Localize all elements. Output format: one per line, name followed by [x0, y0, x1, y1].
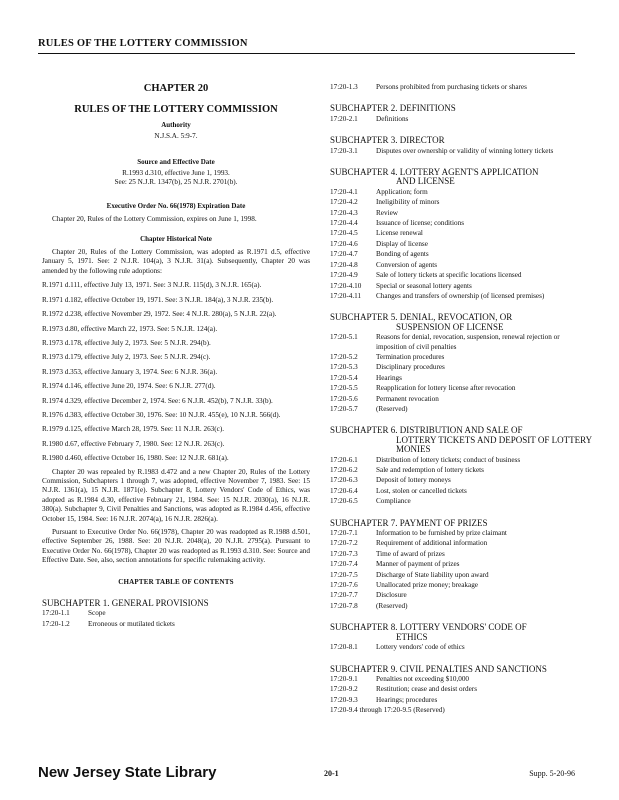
- toc-title: CHAPTER TABLE OF CONTENTS: [118, 577, 234, 586]
- section-title: Hearings; procedures: [376, 695, 438, 704]
- source-text-1: R.1993 d.310, effective June 1, 1993.: [122, 169, 230, 178]
- toc-entry: [330, 261, 592, 270]
- section-number: 17:20-4.9: [330, 271, 358, 280]
- section-title: Discharge of State liability upon award: [376, 570, 489, 579]
- subchapter-heading: SUBCHAPTER 2. DEFINITIONS: [330, 103, 456, 114]
- toc-entry: [330, 571, 592, 580]
- section-number: 17:20-1.3: [330, 83, 358, 91]
- subchapter-heading: SUBCHAPTER 8. LOTTERY VENDORS' CODE OF: [330, 622, 527, 633]
- section-number: 17:20-4.11: [330, 291, 362, 300]
- section-title: Ineligibility of minors: [376, 198, 440, 207]
- subchapter-list: [330, 104, 592, 715]
- toc-entry: [330, 560, 592, 569]
- running-head: RULES OF THE LOTTERY COMMISSION: [38, 38, 248, 49]
- toc-entry: [330, 147, 592, 156]
- toc-entry: [330, 363, 592, 372]
- section-number: 17:20-7.7: [330, 591, 358, 600]
- section-number: 17:20-3.1: [330, 146, 358, 155]
- section-title: Compliance: [376, 497, 411, 506]
- section-title: Bonding of agents: [376, 250, 429, 259]
- section-number: 17:20-7.6: [330, 581, 358, 590]
- toc-entry: [330, 466, 592, 475]
- toc-entry: [330, 456, 592, 465]
- subchapter-heading: SUBCHAPTER 4. LOTTERY AGENT'S APPLICATION: [330, 167, 539, 178]
- toc-entry: [330, 250, 592, 259]
- chapter-number: CHAPTER 20: [143, 83, 209, 94]
- section-number: 17:20-5.2: [330, 352, 358, 361]
- toc-entry: [330, 292, 592, 301]
- toc-entry: [330, 581, 592, 590]
- section-title: Definitions: [376, 114, 409, 123]
- toc-entry: [330, 198, 592, 207]
- readoption-paragraph: Pursuant to Executive Order No. 66(1978), Chapter 20 was readopted as R.1988 d.501, effective September 26, 1988. See: 20 N.J.R. 2048(a), 20 N.J.R. 2795(a). Pursuant to Executive Order No. 66(1978), Chapter 20 was readopted as R.1993 d.310. See: Source and Effective Date. See, also, section annotations for specific rulemaking activity.: [42, 528, 310, 565]
- toc-entry: [330, 550, 592, 559]
- toc-entry: [330, 374, 592, 383]
- source-text-2: See: 25 N.J.R. 1347(b), 25 N.J.R. 2701(b).: [114, 178, 238, 187]
- toc-entry: [330, 602, 592, 611]
- history-entry: R.1973 d.179, effective July 2, 1973. See: 5 N.J.R. 294(c).: [42, 353, 211, 362]
- toc-entry: [330, 333, 592, 352]
- historical-note-heading: Chapter Historical Note: [140, 234, 212, 243]
- section-number: 17:20-4.7: [330, 250, 358, 259]
- toc-entry: [330, 591, 592, 600]
- exec-order-text: Chapter 20, Rules of the Lottery Commission, expires on June 1, 1998.: [52, 215, 257, 224]
- section-number: 17:20-7.3: [330, 549, 358, 558]
- section-title: Termination procedures: [376, 352, 445, 361]
- toc-entry: [330, 696, 592, 705]
- toc-entry: [330, 83, 592, 92]
- section-title: (Reserved): [376, 601, 408, 610]
- history-entry: R.1971 d.182, effective October 19, 1971. See: 3 N.J.R. 184(a), 3 N.J.R. 235(b).: [42, 295, 274, 304]
- section-title: Time of award of prizes: [376, 549, 445, 558]
- subchapter-heading: SUBCHAPTER 6. DISTRIBUTION AND SALE OF: [330, 425, 523, 436]
- section-number: 17:20-7.5: [330, 570, 358, 579]
- toc-entry: [42, 620, 310, 629]
- subchapter-1-heading: SUBCHAPTER 1. GENERAL PROVISIONS: [42, 598, 209, 609]
- toc-entry: [330, 353, 592, 362]
- section-number: 17:20-6.2: [330, 466, 358, 474]
- history-entry: R.1973 d.178, effective July 2, 1973. See: 5 N.J.R. 294(b).: [42, 338, 211, 347]
- toc-entry: [330, 219, 592, 228]
- section-title: 17:20-9.4 through 17:20-9.5 (Reserved): [330, 706, 445, 715]
- toc-entry: [330, 706, 592, 715]
- section-title: Lottery vendors' code of ethics: [376, 643, 465, 652]
- history-entry: R.1974 d.329, effective December 2, 1974. See: 6 N.J.R. 452(b), 7 N.J.R. 33(b).: [42, 396, 273, 405]
- toc-entry: [330, 188, 592, 197]
- section-number: 17:20-4.8: [330, 260, 358, 269]
- section-number: 17:20-5.6: [330, 394, 358, 403]
- section-number: 17:20-7.8: [330, 601, 358, 610]
- chapter-title: RULES OF THE LOTTERY COMMISSION: [74, 104, 278, 116]
- section-title: Unallocated prize money; breakage: [376, 581, 478, 590]
- section-number: 17:20-4.3: [330, 208, 358, 217]
- history-entry: R.1972 d.238, effective November 29, 1972. See: 4 N.J.R. 280(a), 5 N.J.R. 22(a).: [42, 310, 277, 319]
- toc-entry: [330, 209, 592, 218]
- section-title: Sale of lottery tickets at specific locations licensed: [376, 271, 522, 280]
- toc-entry: [330, 229, 592, 238]
- section-number: 17:20-4.6: [330, 239, 358, 248]
- repeal-paragraph: Chapter 20 was repealed by R.1983 d.472 and a new Chapter 20, Rules of the Lottery Commission, Subchapters 1 through 7, was adopted, effective November 7, 1983. See: 15 N.J.R. 1361(a), 15 N.J.R. 1871(e). Subchapter 8, Lottery Vendors' Code of Ethics, was adopted as R.1984 d.30, effective February 21, 1984. See: 15 N.J.R. 2030(a), 16 N.J.R. 380(a). Subchapter 9, Civil Penalties and Sanctions, was adopted as R.1984 d.456, effective October 15, 1984. See: 16 N.J.R. 2074(a), 16 N.J.R. 2826(a).: [42, 467, 310, 523]
- section-number: 17:20-5.7: [330, 404, 358, 413]
- section-number: 17:20-2.1: [330, 114, 358, 123]
- history-entry: R.1980 d.460, effective October 16, 1980. See: 12 N.J.R. 681(a).: [42, 454, 229, 463]
- toc-entry: [42, 609, 310, 618]
- section-title: Distribution of lottery tickets; conduct of business: [376, 455, 521, 464]
- section-number: 17:20-5.3: [330, 363, 358, 372]
- section-title: Disputes over ownership or validity of winning lottery tickets: [376, 146, 554, 155]
- authority-text: N.J.S.A. 5:9-7.: [154, 132, 198, 141]
- section-title: Review: [376, 208, 398, 217]
- toc-entry: [330, 240, 592, 249]
- section-title: Reasons for denial, revocation, suspension, renewal rejection or imposition of civil penalties: [376, 333, 560, 351]
- section-number: 17:20-4.10: [330, 281, 362, 290]
- section-number: 17:20-4.2: [330, 198, 358, 207]
- section-title: Display of license: [376, 239, 428, 248]
- toc-entry: [330, 395, 592, 404]
- section-number: 17:20-9.2: [330, 685, 358, 694]
- exec-order-heading: Executive Order No. 66(1978) Expiration Date: [106, 201, 246, 210]
- section-title: Special or seasonal lottery agents: [376, 281, 472, 290]
- subchapter-heading: SUBCHAPTER 7. PAYMENT OF PRIZES: [330, 517, 488, 528]
- section-number: 17:20-7.1: [330, 529, 358, 538]
- section-number: 17:20-4.4: [330, 219, 358, 228]
- toc-entry: [330, 405, 592, 414]
- section-number: 17:20-5.1: [330, 333, 358, 342]
- toc-entry: [330, 115, 592, 124]
- section-title: Hearings: [376, 373, 402, 382]
- subchapter-heading: SUBCHAPTER 9. CIVIL PENALTIES AND SANCTIONS: [330, 663, 547, 674]
- section-title: Reapplication for lottery license after revocation: [376, 384, 516, 393]
- subchapter-heading: SUBCHAPTER 3. DIRECTOR: [330, 135, 445, 146]
- toc-entry: [330, 282, 592, 291]
- section-number: 17:20-6.3: [330, 476, 358, 485]
- section-title: Information to be furnished by prize claimant: [376, 529, 507, 538]
- history-entry: R.1973 d.80, effective March 22, 1973. See: 5 N.J.R. 124(a).: [42, 324, 218, 333]
- history-entry: R.1974 d.146, effective June 20, 1974. See: 6 N.J.R. 277(d).: [42, 382, 216, 391]
- toc-entry: [330, 675, 592, 684]
- section-title: Disciplinary procedures: [376, 363, 445, 372]
- toc-entry: [330, 685, 592, 694]
- section-title: Restitution; cease and desist orders: [376, 685, 478, 694]
- section-number: 17:20-4.5: [330, 229, 358, 238]
- subchapter-heading-continued: SUSPENSION OF LICENSE: [396, 321, 504, 332]
- subchapter-heading-continued: ETHICS: [396, 631, 428, 642]
- history-entry: R.1979 d.125, effective March 28, 1979. See: 11 N.J.R. 263(c).: [42, 425, 225, 434]
- section-title: Issuance of license; conditions: [376, 219, 465, 228]
- page-footer: [38, 764, 575, 784]
- toc-entry: [330, 539, 592, 548]
- toc-entry: [330, 384, 592, 393]
- section-title: Application; form: [376, 187, 428, 196]
- section-number: 17:20-5.5: [330, 384, 358, 393]
- section-title: Conversion of agents: [376, 260, 438, 269]
- section-number: 17:20-7.4: [330, 560, 358, 569]
- history-entry: R.1980 d.67, effective February 7, 1980. See: 12 N.J.R. 263(c).: [42, 439, 225, 448]
- right-column: [330, 82, 592, 716]
- section-title: Deposit of lottery moneys: [376, 476, 451, 485]
- section-title: Scope: [88, 609, 106, 618]
- section-title: Requirement of additional information: [376, 539, 488, 548]
- toc-entry: [330, 476, 592, 485]
- toc-entry: [330, 529, 592, 538]
- header-rule: [38, 53, 575, 54]
- section-title: Changes and transfers of ownership (of licensed premises): [376, 291, 545, 300]
- toc-entry: [330, 643, 592, 652]
- authority-heading: Authority: [161, 120, 191, 129]
- toc-entry: [330, 271, 592, 280]
- section-title: Sale and redemption of lottery tickets: [376, 466, 484, 474]
- section-number: 17:20-9.1: [330, 674, 358, 683]
- section-title: Persons prohibited from purchasing tickets or shares: [376, 83, 527, 91]
- history-list: [42, 281, 310, 463]
- left-column: [42, 82, 310, 629]
- section-title: Manner of payment of prizes: [376, 560, 460, 569]
- section-title: (Reserved): [376, 404, 408, 413]
- subchapter-heading: SUBCHAPTER 5. DENIAL, REVOCATION, OR: [330, 312, 513, 323]
- history-entry: R.1973 d.353, effective January 3, 1974. See: 6 N.J.R. 36(a).: [42, 367, 218, 376]
- section-number: 17:20-4.1: [330, 187, 358, 196]
- supplement-date: Supp. 5-20-96: [529, 769, 575, 778]
- section-number: 17:20-5.4: [330, 373, 358, 382]
- subchapter-heading-continued: LOTTERY TICKETS AND DEPOSIT OF LOTTERY MONIES: [396, 434, 592, 455]
- section-title: Penalties not exceeding $10,000: [376, 674, 470, 683]
- history-entry: R.1971 d.111, effective July 13, 1971. See: 3 N.J.R. 115(d), 3 N.J.R. 165(a).: [42, 281, 262, 290]
- page-number: 20-1: [324, 769, 339, 778]
- section-number: 17:20-6.1: [330, 455, 358, 464]
- section-number: 17:20-8.1: [330, 643, 358, 652]
- section-number: 17:20-6.4: [330, 486, 358, 495]
- history-entry: R.1976 d.383, effective October 30, 1976. See: 10 N.J.R. 455(e), 10 N.J.R. 566(d).: [42, 410, 281, 419]
- subchapter-heading-continued: AND LICENSE: [396, 176, 455, 187]
- section-title: Permanent revocation: [376, 394, 439, 403]
- section-number: 17:20-6.5: [330, 497, 358, 506]
- toc-entry: [330, 487, 592, 496]
- section-title: Erroneous or mutilated tickets: [88, 619, 175, 628]
- source-heading: Source and Effective Date: [137, 157, 215, 166]
- section-title: Lost, stolen or cancelled tickets: [376, 486, 467, 495]
- toc-entry: [330, 497, 592, 506]
- library-stamp: New Jersey State Library: [38, 764, 217, 781]
- section-number: 17:20-7.2: [330, 539, 358, 548]
- section-title: License renewal: [376, 229, 423, 238]
- section-number: 17:20-9.3: [330, 695, 358, 704]
- section-number: 17:20-1.2: [42, 619, 70, 628]
- section-number: 17:20-1.1: [42, 609, 70, 618]
- section-title: Disclosure: [376, 591, 407, 600]
- historical-note-intro: Chapter 20, Rules of the Lottery Commission, was adopted as R.1971 d.5, effective January 5, 1971. See: 2 N.J.R. 104(a), 3 N.J.R. 31(a). Subsequently, Chapter 20 was amended by the following rule adoptions:: [42, 248, 310, 275]
